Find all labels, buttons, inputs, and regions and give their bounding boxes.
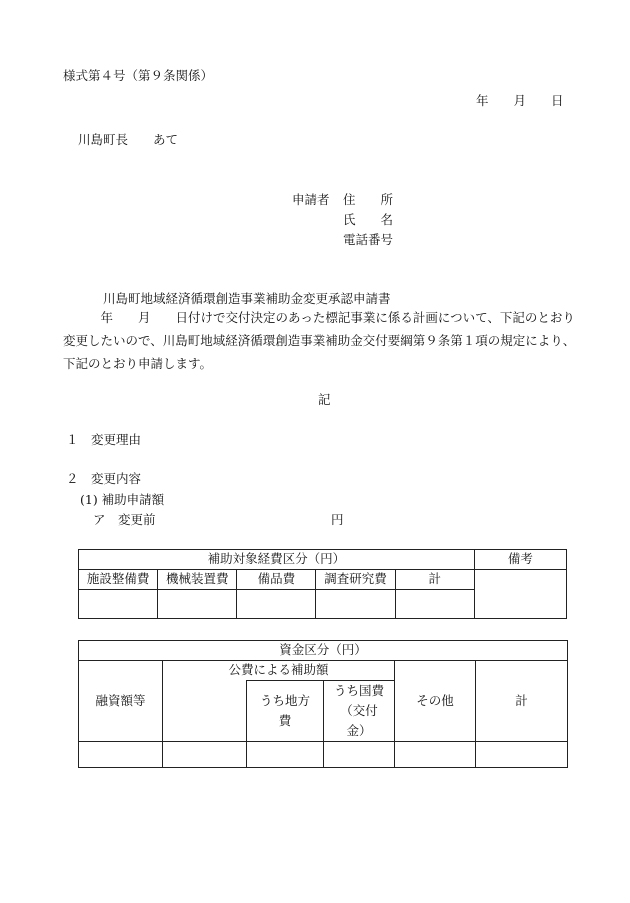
public-subsidy-header: 公費による補助額 [163, 661, 395, 681]
body-paragraph: 年 月 日付けで交付決定のあった標記事業に係る計画について、下記のとおり変更したいので、川島町地域経済循環創造事業補助金交付要綱第９条第１項の規定により、下記のとおり申請します。 [63, 310, 576, 371]
total-header: 計 [476, 661, 568, 742]
table-cell [79, 742, 163, 768]
funding-table [78, 640, 568, 768]
expense-table [78, 549, 567, 619]
public-subsidy-blank [163, 681, 247, 742]
applicant-label: 申請者 [292, 192, 330, 207]
table-cell [395, 590, 474, 619]
address-label: 住 所 [343, 192, 394, 207]
col-equipment: 備品費 [237, 570, 316, 590]
financing-header: 融資額等 [79, 661, 163, 742]
other-header: その他 [395, 661, 476, 742]
yen-unit: 円 [331, 512, 344, 527]
funding-header: 資金区分（円） [79, 641, 568, 661]
col-total: 計 [395, 570, 474, 590]
document-title: 川島町地域経済循環創造事業補助金変更承認申請書 [103, 291, 391, 306]
remarks-cell [474, 570, 566, 619]
table-cell [324, 742, 395, 768]
form-number: 様式第４号（第９条関係） [63, 68, 214, 83]
date-line: 年 月 日 [476, 93, 564, 108]
national-header: うち国費 （交付 金） [324, 681, 395, 742]
table-cell [79, 590, 158, 619]
expense-group-header: 補助対象経費区分（円） [79, 550, 475, 570]
col-research: 調査研究費 [316, 570, 395, 590]
col-facility: 施設整備費 [79, 570, 158, 590]
table-cell [316, 590, 395, 619]
item-before-change: ア 変更前 [93, 512, 156, 527]
table-cell [395, 742, 476, 768]
col-machinery: 機械装置費 [158, 570, 237, 590]
section-change-content: ２ 変更内容 [66, 471, 142, 486]
table-cell [163, 742, 247, 768]
name-label: 氏 名 [343, 212, 394, 227]
subsection-subsidy-amount: (1) 補助申請額 [80, 492, 165, 507]
table-cell [237, 590, 316, 619]
table-cell [158, 590, 237, 619]
table-cell [247, 742, 324, 768]
ki-heading: 記 [318, 392, 331, 407]
remarks-header: 備考 [474, 550, 566, 570]
table-cell [476, 742, 568, 768]
addressee: 川島町長 あて [78, 132, 179, 147]
phone-label: 電話番号 [343, 232, 394, 247]
local-gov-header: うち地方 費 [247, 681, 324, 742]
section-change-reason: １ 変更理由 [66, 432, 142, 447]
